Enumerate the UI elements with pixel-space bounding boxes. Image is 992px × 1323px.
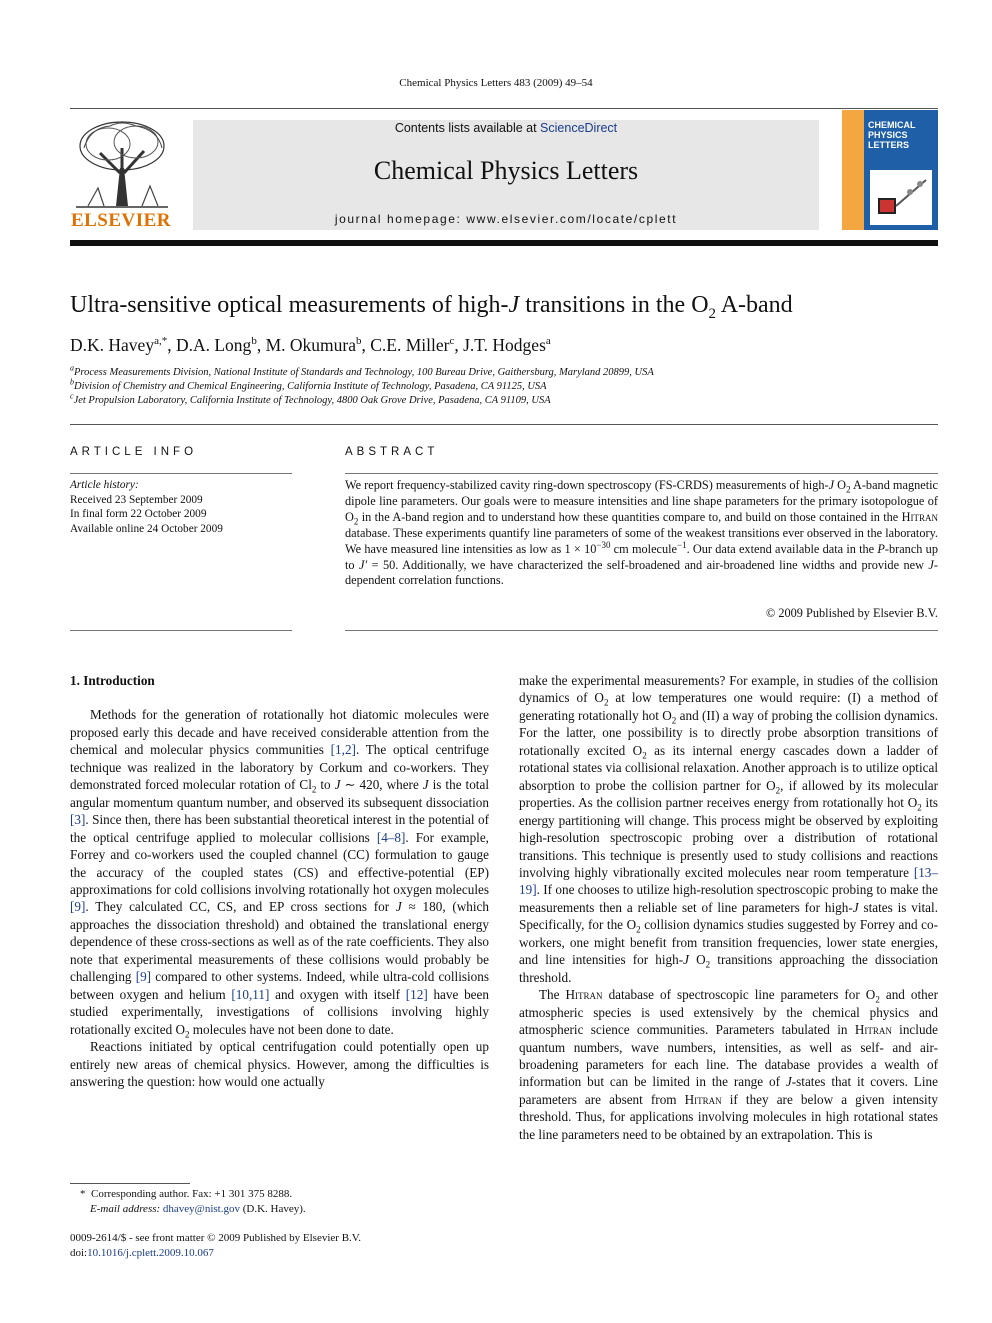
subscript: 2 [875, 994, 880, 1005]
abstract-text [345, 478, 938, 589]
abstract-subscript: 2 [353, 516, 359, 527]
homepage-prefix: journal homepage: [334, 212, 467, 226]
text-run: if they are below a given intensity threshold. Thus, for applications involving molecules in high rotational states the line parameters need to be obtained by an extrapolation. This is [519, 1091, 938, 1142]
subscript: 2 [775, 785, 781, 796]
subscript: 2 [917, 802, 922, 813]
masthead-top-rule [70, 108, 938, 109]
affiliation [70, 363, 938, 378]
author[interactable] [176, 335, 266, 355]
footnote-corresponding [70, 1187, 489, 1202]
author-separator: , [361, 335, 371, 355]
subscript: 2 [642, 750, 647, 761]
abstract-part: J [828, 478, 835, 492]
text-run: . The optical centrifuge technique was realized in the laboratory by Corkum and co-workers. They demonstrated forced molecular rotation of Cl [70, 742, 489, 793]
abstract-heading: ABSTRACT [345, 446, 439, 458]
text-run: The [539, 987, 566, 1003]
author-name: D.A. Long [175, 335, 252, 355]
text-run: to [316, 777, 335, 793]
journal-title: Chemical Physics Letters [373, 156, 639, 185]
author-affil-mark: b [355, 335, 362, 348]
text-run: J [395, 899, 402, 915]
citation-link[interactable]: [10,11] [231, 986, 270, 1002]
text-run: J [852, 899, 859, 915]
text-run: as its internal energy cascades down a ladder of rotational states via collisional relaxation. Another approach is to utilize optical absorption to probe the collision partner for O [519, 742, 938, 793]
abstract-part: We report frequency-stabilized cavity ring-down spectroscopy (FS-CRDS) measurements of high- [345, 478, 829, 492]
subscript: 2 [603, 698, 609, 709]
body-column-right [519, 672, 938, 1143]
text-run: Hitran [854, 1022, 892, 1038]
author[interactable] [266, 335, 371, 355]
abstract-rule [345, 630, 938, 631]
text-run: Hitran [684, 1091, 722, 1107]
running-head: Chemical Physics Letters 483 (2009) 49–54 [399, 77, 593, 89]
copyright-line: © 2009 Published by Elsevier B.V. [765, 606, 938, 620]
abstract-part: = 50. Additionally, we have characterized the self-broadened and air-broadened line widths and provide new [367, 557, 929, 572]
text-run: and (II) a way of probing the collision dynamics. For the latter, one possibility is to directly probe absorption transitions of rotationally excited O [519, 707, 939, 758]
text-run: , if allowed by its molecular properties. As the collision partner receives energy from rotationally hot O [519, 777, 938, 811]
history-label: Article history: [70, 479, 139, 491]
paragraph [70, 706, 489, 1038]
tree-icon [70, 118, 172, 210]
text-run: O [688, 952, 706, 968]
paragraph: Reactions initiated by optical centrifugation could potentially open up entirely new areas of chemical physics. However, among the difficulties is answering the question: how would one actually [70, 1039, 489, 1089]
author-separator: , [167, 335, 176, 355]
cover-title: CHEMICAL PHYSICS LETTERS [868, 120, 916, 150]
affiliation-mark: a [70, 363, 74, 373]
title-subscript: 2 [708, 305, 717, 322]
text-run: . For example, Forrey and co-workers used the coupled channel (CC) formulation to gauge the accuracy of the coupled states (CS) and effective-potential (EP) approximations for cold collisions involving rotationally hot oxygen molecules [70, 829, 489, 897]
author-affil-mark: a [545, 335, 551, 348]
abstract-part: -branch up to [345, 541, 938, 572]
text-run: Hitran [565, 987, 603, 1003]
affiliation-text: Process Measurements Division, National Institute of Standards and Technology, 100 Bureau Drive, Gaithersburg, Maryland 20899, USA [74, 367, 654, 378]
author-affil-mark: a,* [154, 335, 168, 348]
text-run: states is vital. Specifically, for the O [519, 899, 938, 933]
text-run: Methods for the generation of rotationally hot diatomic molecules were proposed early this decade and have received considerable attention from the chemical and molecular physics communities [70, 707, 489, 758]
author-affil-mark: b [251, 335, 257, 348]
email-owner: (D.K. Havey). [239, 1202, 306, 1215]
subscript: 2 [636, 924, 641, 935]
footnote [70, 1187, 489, 1216]
abstract-part: database. These experiments quantify line parameters of some of the weakest transitions ever observed in the laboratory. We have measured line intensities as low as 1 × 10 [345, 525, 938, 556]
history-revised: In final form 22 October 2009 [70, 508, 207, 520]
text-run: J [683, 952, 689, 968]
citation-link[interactable]: [13–19] [519, 864, 938, 898]
doi-link[interactable]: 10.1016/j.cplett.2009.10.067 [87, 1246, 214, 1259]
author-name: M. Okumura [265, 335, 356, 355]
footnote-email [70, 1202, 489, 1217]
affiliation [70, 377, 938, 392]
footnote-mark: * [80, 1188, 86, 1200]
text-run: have been studied experimentally, investigations of collisions involving highly rotationally excited O [70, 986, 489, 1037]
subscript: 2 [705, 959, 711, 970]
affiliation-mark: b [70, 377, 74, 387]
article-title [70, 292, 938, 322]
history-received: Received 23 September 2009 [70, 493, 203, 506]
abstract-rule [345, 473, 938, 474]
article-info-rule [70, 473, 292, 474]
contents-prefix: Contents lists available at [394, 121, 541, 135]
citation-link[interactable]: [4–8] [376, 829, 406, 845]
article-info-heading: ARTICLE INFO [70, 446, 198, 458]
abstract-superscript: −1 [677, 539, 687, 550]
sciencedirect-link[interactable]: ScienceDirect [540, 121, 618, 135]
article-info-rule [70, 630, 292, 631]
history-online: Available online 24 October 2009 [70, 522, 223, 535]
abstract-part: P [877, 541, 885, 556]
author[interactable] [463, 335, 551, 355]
subscript: 2 [185, 1029, 190, 1040]
text-run: -states that it covers. Line parameters are absent from [519, 1074, 938, 1107]
author-affil-mark: c [449, 335, 455, 348]
text-run: . They calculated CC, CS, and EP cross sections for [85, 899, 396, 915]
doi-line [70, 1246, 489, 1261]
contents-line [193, 121, 819, 135]
affiliation-text: Division of Chemistry and Chemical Engineering, California Institute of Technology, Pasadena, CA 91125, USA [74, 381, 547, 392]
text-run: . Since then, there has been substantial theoretical interest in the potential of the optical centrifuge applied to molecular collisions [70, 812, 489, 845]
title-part: J [508, 292, 520, 318]
body-column-left [70, 672, 489, 1090]
subscript: 2 [311, 784, 317, 795]
text-run: database of spectroscopic line parameters for O [602, 987, 876, 1003]
paragraph [519, 986, 938, 1143]
footnote-rule [70, 1183, 190, 1184]
article-history [70, 478, 292, 536]
subscript: 2 [671, 715, 677, 726]
abstract-superscript: −30 [596, 539, 611, 550]
abstract-part: Hitran [901, 509, 938, 524]
text-run: collision dynamics studies suggested by Forrey and co-workers, one might benefit from transition frequencies, lower state energies, and line intensities for high- [519, 917, 938, 968]
text-run: include quantum numbers, wave numbers, intensities, as well as self- and air-broadening parameters for each line. The database provides a wealth of information but can be limited in the range of [519, 1022, 938, 1090]
homepage-link[interactable]: www.elsevier.com/locate/cplett [466, 212, 678, 226]
citation-link[interactable]: [3] [70, 812, 86, 828]
abstract-part: O [834, 478, 847, 492]
homepage-line [193, 212, 819, 226]
text-run: is the total angular momentum quantum number, and observed its subsequent dissociation [70, 777, 489, 810]
author-name: J.T. Hodges [463, 335, 546, 355]
paragraph [519, 672, 938, 986]
text-run: J [334, 777, 341, 793]
affiliation-rule [70, 424, 938, 425]
author[interactable] [370, 335, 463, 355]
elsevier-wordmark: ELSEVIER [70, 210, 172, 231]
text-run: molecules have not been done to date. [189, 1021, 394, 1037]
text-run: ∼ 420, where [340, 777, 423, 793]
journal-cover-thumbnail[interactable] [842, 110, 938, 230]
section-heading: 1. Introduction [70, 673, 155, 688]
citation-link[interactable]: [9] [135, 969, 152, 985]
abstract-part: in the A-band region and to understand how these quantities compare to, and build on those contained in the [358, 509, 902, 524]
issn-line: 0009-2614/$ - see front matter © 2009 Published by Elsevier B.V. [70, 1232, 362, 1244]
title-part: Ultra-sensitive optical measurements of high- [70, 292, 509, 318]
text-run: at low temperatures one would require: (I) a method of generating rotationally hot O [519, 690, 938, 723]
article-identifiers [70, 1231, 489, 1260]
text-run: J [422, 777, 429, 793]
abstract-part: cm molecule [610, 541, 678, 556]
abstract-part: -dependent correlation functions. [345, 557, 938, 588]
text-run: transitions approaching the dissociation threshold. [519, 952, 938, 985]
email-label: E-mail address: [90, 1202, 163, 1215]
title-part: A-band [716, 292, 793, 318]
author-separator: , [454, 335, 464, 355]
text-run: and oxygen with itself [269, 986, 406, 1002]
affiliation [70, 391, 938, 406]
abstract-subscript: 2 [846, 484, 851, 495]
text-run: . If one chooses to utilize high-resolution spectroscopic probing to make the measurements then a reliable set of line parameters for high- [519, 882, 938, 915]
abstract-part: A-band magnetic dipole line parameters. Our goals were to measure intensities and line shape parameters for the primary isotopologue of O [345, 478, 938, 524]
author-list [70, 335, 938, 356]
text-run: ≈ 180, (which approaches the dissociation threshold) and obtained the translational energy dependence of these cross-sections as well as of the rate coefficients. They also note that experimental measurements of these collisions would probably be challenging [70, 899, 490, 985]
footnote-text: Corresponding author. Fax: +1 301 375 8288. [91, 1188, 293, 1200]
abstract-part: J [928, 557, 934, 572]
author-name: C.E. Miller [370, 335, 450, 355]
masthead-thick-rule [70, 240, 938, 246]
doi-label: doi: [70, 1246, 88, 1259]
affiliation-text: Jet Propulsion Laboratory, California Institute of Technology, 4800 Oak Grove Drive, Pasadena, CA 91109, USA [73, 395, 551, 406]
text-run: J [785, 1074, 792, 1090]
author[interactable] [70, 335, 176, 355]
text-run: compared to other systems. Indeed, while ultra-cold collisions between oxygen and helium [70, 969, 489, 1002]
abstract-part: J′ [359, 557, 368, 572]
text-run: its energy partitioning will change. This process might be observed by exploiting high-resolution spectroscopic probing over a distribution of rotational transitions. This technique is presently used to study collisions and reactions involving highly vibrationally excited molecules near room temperature [519, 795, 938, 880]
text-run: make the experimental measurements? For example, in studies of the collision dynamics of O [519, 673, 938, 706]
text-run: and other atmospheric species is used extensively by the chemical physics and atmospheric science communities. Parameters tabulated in [519, 987, 939, 1038]
affiliation-mark: c [70, 391, 74, 401]
author-name: D.K. Havey [70, 335, 155, 355]
abstract-part: . Our data extend available data in the [686, 541, 878, 556]
citation-link[interactable]: [12] [405, 986, 428, 1002]
cover-orange-strip [842, 110, 864, 230]
title-part: transitions in the O [519, 292, 709, 318]
citation-link[interactable]: [9] [70, 899, 86, 915]
cover-graphic-icon [870, 170, 932, 225]
author-separator: , [256, 335, 266, 355]
email-link[interactable]: dhavey@nist.gov [162, 1202, 240, 1215]
citation-link[interactable]: [1,2] [330, 742, 356, 758]
